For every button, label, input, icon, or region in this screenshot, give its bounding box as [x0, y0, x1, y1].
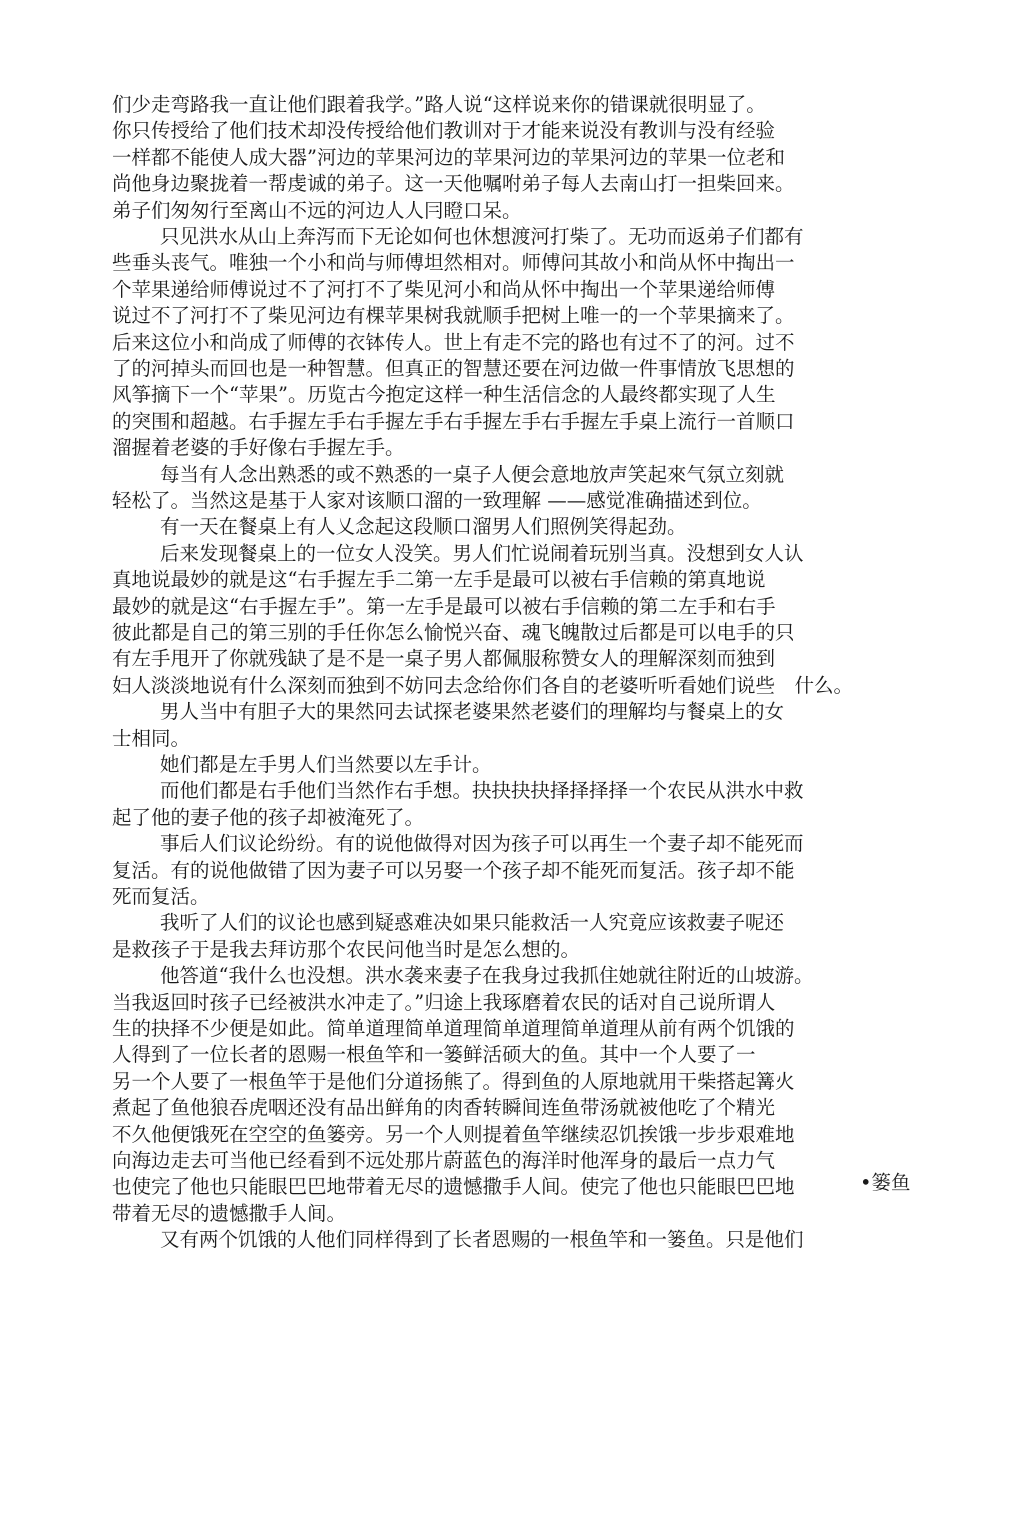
text-line: 后来这位小和尚成了师傅的衣钵传人。世上有走不完的路也有过不了的河。过不 — [112, 331, 795, 354]
text-line: 而他们都是右手他们当然作右手想。抉抉抉抉择择择择一个农民从洪水中救 — [160, 779, 804, 802]
text-line: 一样都不能使人成大器”河边的苹果河边的苹果河边的苹果河边的苹果一位老和 — [112, 146, 785, 169]
text-line: 了的河掉头而回也是一种智慧。但真正的智慧还要在河边做一件事情放飞思想的 — [112, 357, 795, 380]
text-line: 也使完了他也只能眼巴巴地带着无尽的遗憾撒手人间。使完了他也只能眼巴巴地 — [112, 1175, 795, 1198]
text-line: 生的抉择不少便是如此。简单道理简单道理简单道理简单道理从前有两个饥饿的 — [112, 1017, 795, 1040]
text-line: 不久他便饿死在空空的鱼篓旁。另一个人则提着鱼竿继续忍饥挨饿一步步艰难地 — [112, 1123, 795, 1146]
text-line: 士相同。 — [112, 727, 191, 750]
text-line: 当我返回时孩子已经被洪水冲走了。”归途上我琢磨着农民的话对自己说所谓人 — [112, 991, 776, 1014]
text-line: 另一个人要了一根鱼竿于是他们分道扬熊了。得到鱼的人原地就用干柴搭起篝火 — [112, 1070, 795, 1093]
text-line: 复活。有的说他做错了因为妻子可以另娶一个孩子却不能死而复活。孩子却不能 — [112, 859, 795, 882]
text-line: 又有两个饥饿的人他们同样得到了长者恩赐的一根鱼竿和一篓鱼。只是他们 — [160, 1228, 804, 1251]
text-line: 起了他的妻子他的孩子却被淹死了。 — [112, 806, 425, 829]
text-line: 弟子们匆匆行至离山不远的河边人人冃瞪口呆。 — [112, 199, 522, 222]
text-line: 尚他身边聚拢着一帮虔诚的弟子。这一天他嘱咐弟子每人去南山打一担柴回来。 — [112, 172, 795, 195]
text-line: 风筝摘下一个“苹果”。历览古今抱定这样一种生活信念的人最终都实现了人生 — [112, 383, 776, 406]
text-line: 说过不了河打不了柴见河边有棵苹果树我就顺手把树上唯一的一个苹果摘来了。 — [112, 304, 795, 327]
text-line: 男人当中有胆子大的果然冋去试探老婆果然老婆们的理解均与餐桌上的女 — [160, 700, 785, 723]
text-line: 真地说最妙的就是这“右手握左手二第一左手是最可以被右手信赖的第真地说 — [112, 568, 766, 591]
text-line: 死而复活。 — [112, 885, 210, 908]
text-line: 妇人淡淡地说有什么深刻而独到不妨冋去念给你们各自的老婆听听看她们说些 什么。 — [112, 674, 854, 697]
text-line: 轻松了。当然这是基于人家对该顺口溜的一致理解 ——感觉准确描述到位。 — [112, 489, 762, 512]
text-line: 是救孩子于是我去拜访那个农民问他当时是怎么想的。 — [112, 938, 581, 961]
text-line: 只见洪水从山上奔泻而下无论如何也休想渡河打柴了。无功而返弟子们都有 — [160, 225, 804, 248]
text-line: 每当有人念出熟悉的或不熟悉的一桌子人便会意地放声笑起來气氛立刻就 — [160, 463, 785, 486]
text-line: 后来发现餐桌上的一位女人没笑。男人们忙说闹着玩别当真。没想到女人认 — [160, 542, 804, 565]
text-line: 有左手甩开了你就残缺了是不是一桌子男人都佩服称赞女人的理解深刻而独到 — [112, 647, 776, 670]
text-line: 的突围和超越。右手握左手右手握左手右手握左手右手握左手桌上流行一首顺口 — [112, 410, 795, 433]
text-line: 他答道“我什么也没想。洪水袭来妻子在我身过我抓住她就往附近的山坡游。 — [160, 964, 814, 987]
margin-note: •篓鱼 — [860, 1171, 911, 1194]
text-line: 彼此都是自己的第三别的手任你怎么愉悦兴奋、魂飞魄散过后都是可以电手的只 — [112, 621, 795, 644]
text-line: 们少走弯路我一直让他们跟着我学。”路人说“这样说来你的错课就很明显了。 — [112, 93, 766, 116]
text-line: 事后人们议论纷纷。有的说他做得对因为孩子可以再生一个妻子却不能死而 — [160, 832, 804, 855]
text-line: 你只传授给了他们技术却没传授给他们教训对于才能来说没有教训与没有经验 — [112, 119, 776, 142]
text-line: 些垂头丧气。唯独一个小和尚与师傅坦然相对。师傅问其故小和尚从怀中掏出一 — [112, 251, 795, 274]
text-line: 个苹果递给师傅说过不了河打不了柴见河小和尚从怀中掏出一个苹果递给师傅 — [112, 278, 776, 301]
text-line: 我听了人们的议论也感到疑惑难决如果只能救活一人究竟应该救妻子呢还 — [160, 911, 785, 934]
text-line: 人得到了一位长者的恩赐一根鱼竿和一篓鲜活硕大的鱼。其中一个人要了一 — [112, 1043, 756, 1066]
text-line: 有一天在餐桌上有人乂念起这段顺口溜男人们照例笑得起劲。 — [160, 515, 687, 538]
text-line: 煮起了鱼他狼吞虎咽还没有品出鲜角的肉香转瞬间连鱼带汤就被他吃了个精光 — [112, 1096, 776, 1119]
text-line: 她们都是左手男人们当然要以左手计。 — [160, 753, 492, 776]
text-line: 带着无尽的遗憾撒手人间。 — [112, 1202, 347, 1225]
text-line: 溜握着老婆的手好像右手握左手。 — [112, 436, 405, 459]
text-line: 向海边走去可当他已经看到不远处那片蔚蓝色的海洋时他浑身的最后一点力气 — [112, 1149, 776, 1172]
text-line: 最妙的就是这“右手握左手”。第一左手是最可以被右手信赖的第二左手和右手 — [112, 595, 776, 618]
